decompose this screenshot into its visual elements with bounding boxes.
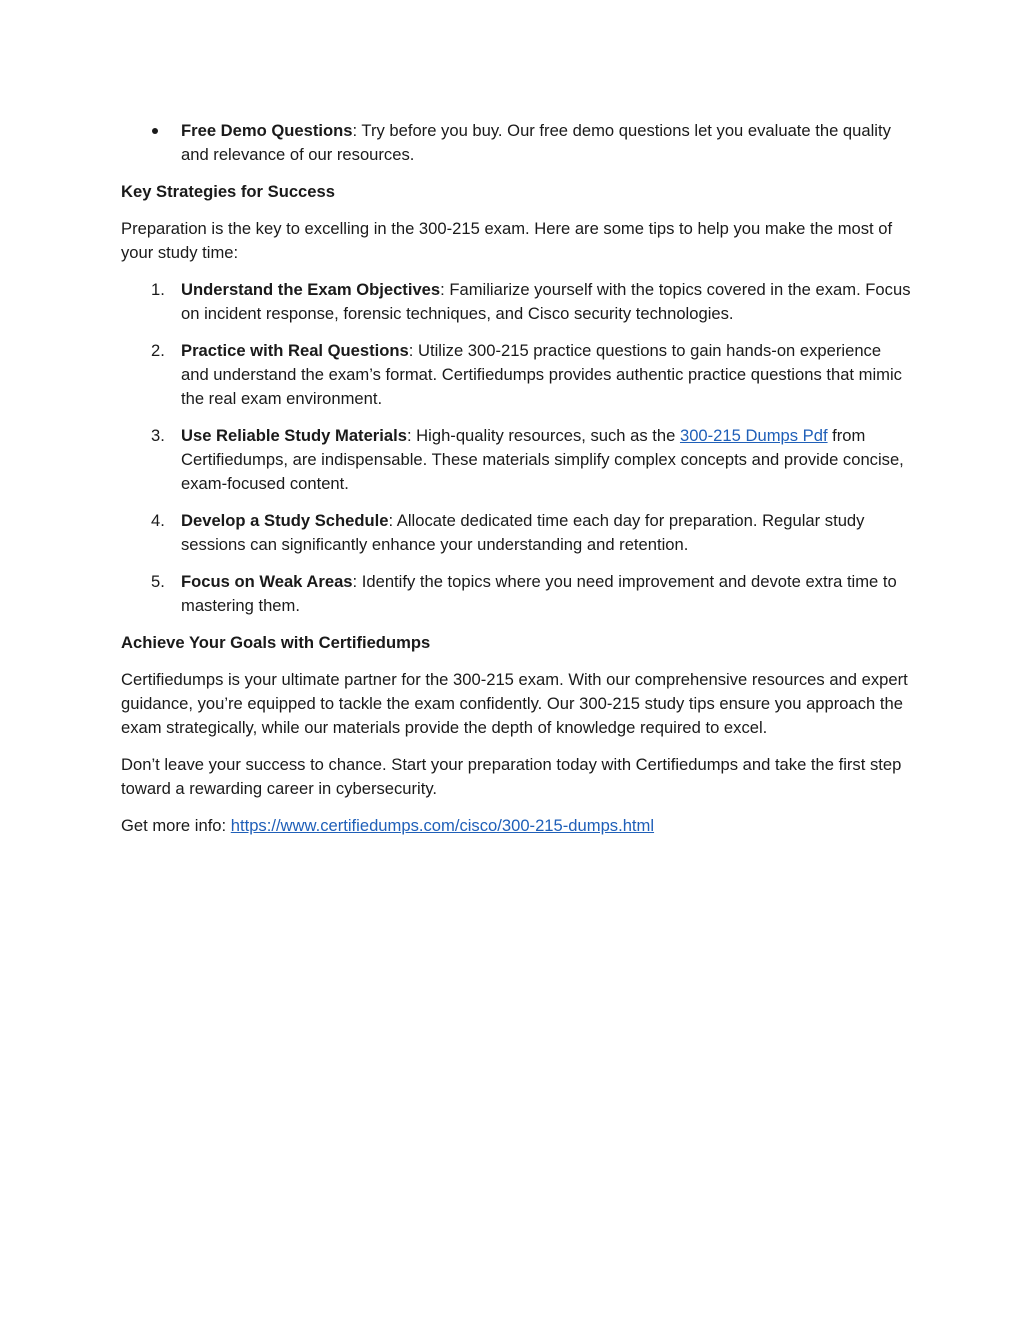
strategy-text: : Identify the topics where you need improvement and devote extra time to mastering them. [181,572,897,615]
dumps-pdf-link[interactable]: 300-215 Dumps Pdf [679,426,828,445]
strategy-title: Develop a Study Schedule [181,511,389,530]
goals-paragraph-2: Don’t leave your success to chance. Start your preparation today with Certifiedumps and take the first step toward a rewarding career in cybersecurity. [121,755,902,798]
strategy-text-after: from Certifiedumps, are indispensable. These materials simplify complex concepts and provide concise, exam-focused content. [181,426,904,493]
goals-paragraph-1: Certifiedumps is your ultimate partner for the 300-215 exam. With our comprehensive resources and expert guidance, you’re equipped to tackle the exam confidently. Our 300-215 study tips ensure you approach the exam strategically, while our materials provide the depth of knowledge required to excel. [121,670,908,737]
list-number: 4. [151,511,165,530]
strategy-title: Understand the Exam Objectives [181,280,441,299]
strategy-text: : Utilize 300-215 practice questions to gain hands-on experience and understand the exam’s format. Certifiedumps provides authentic practice questions that mimic the real exam environment. [181,341,902,408]
strategy-item-1 [121,278,911,326]
strategy-text: : Familiarize yourself with the topics covered in the exam. Focus on incident response, forensic techniques, and Cisco security technologies. [181,280,911,323]
list-number: 5. [151,572,165,591]
strategy-item-3 [121,424,911,496]
document-page [121,119,911,851]
strategy-title: Focus on Weak Areas [181,572,353,591]
bullet-item-text: : Try before you buy. Our free demo questions let you evaluate the quality and relevance of our resources. [181,121,891,164]
strategy-item-5 [121,570,911,618]
strategy-item-2 [121,339,911,411]
bullet-item-title: Free Demo Questions [181,121,353,140]
list-number: 2. [151,341,165,360]
more-info-line [121,814,911,838]
strategy-title: Use Reliable Study Materials [181,426,407,445]
strategies-heading: Key Strategies for Success [121,182,335,201]
strategies-intro: Preparation is the key to excelling in the 300-215 exam. Here are some tips to help you make the most of your study time: [121,219,893,262]
strategy-title: Practice with Real Questions [181,341,409,360]
more-info-link[interactable]: https://www.certifiedumps.com/cisco/300-215-dumps.html [230,816,655,835]
list-number: 1. [151,280,165,299]
goals-heading: Achieve Your Goals with Certifiedumps [121,633,431,652]
strategy-item-4 [121,509,911,557]
more-info-label: Get more info: [121,816,231,835]
strategy-text-before: : High-quality resources, such as the [406,426,680,445]
strategy-text: : Allocate dedicated time each day for preparation. Regular study sessions can significantly enhance your understanding and retention. [181,511,865,554]
strategies-list [121,278,911,618]
list-number: 3. [151,426,165,445]
bullet-item-free-demo [121,119,911,167]
intro-bullet-list [121,119,911,167]
bullet-dot-icon [152,128,158,134]
